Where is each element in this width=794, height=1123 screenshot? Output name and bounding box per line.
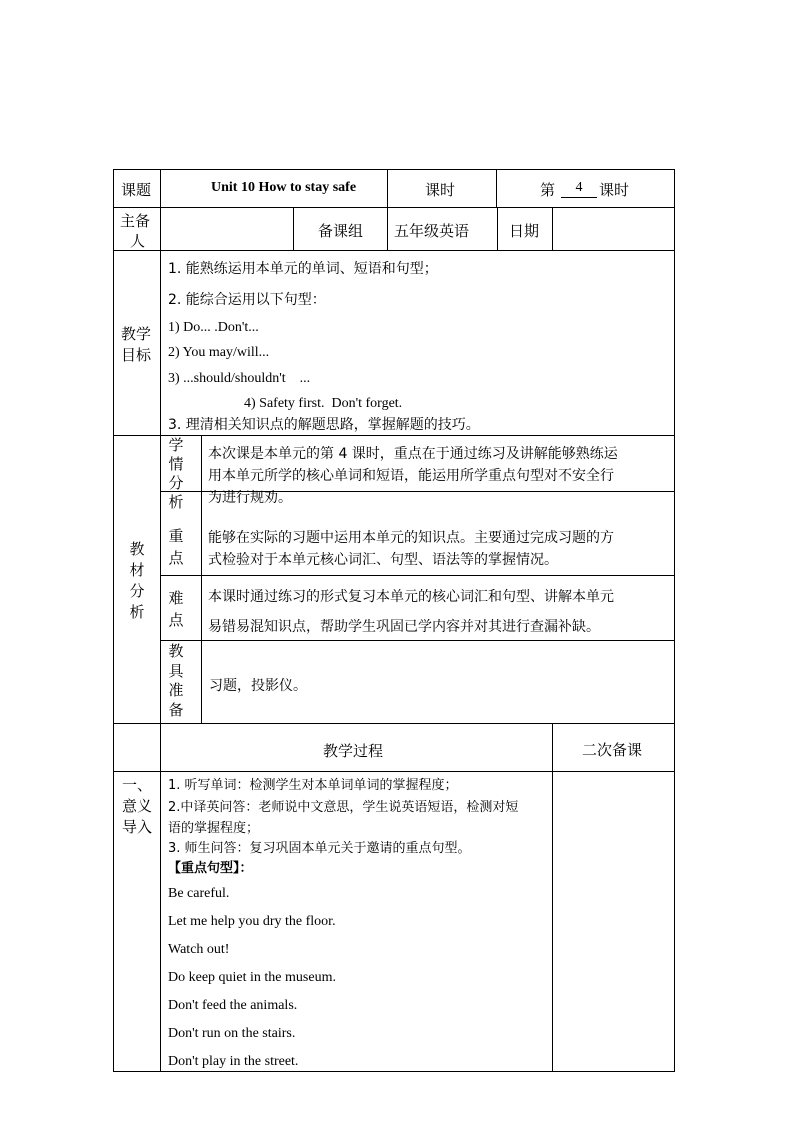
pattern-4: 4) Safety first. Don't forget.: [244, 396, 403, 411]
date-label: 日期: [509, 222, 540, 240]
step-2a: 2.中译英问答：老师说中文意思，学生说英语短语，检测对短: [168, 800, 519, 815]
pattern-2: 2) You may/will...: [168, 345, 270, 360]
group-value: 五年级英语: [394, 222, 470, 240]
pattern-1: 1) Do... .Don't...: [168, 320, 259, 335]
sentence-1: Be careful.: [168, 886, 230, 901]
preparer-label-1: 主备: [120, 212, 151, 230]
sentence-5: Don't feed the animals.: [168, 998, 298, 1013]
tools-label: 教 具 准 备: [168, 642, 184, 719]
period-prefix: 第: [540, 181, 556, 199]
tools-text: 习题，投影仪。: [209, 678, 307, 694]
sentence-3: Watch out!: [168, 942, 230, 957]
objective-item-1: 1. 能熟练运用本单元的单词、短语和句型；: [168, 261, 438, 277]
objective-item-3: 3. 理清相关知识点的解题思路，掌握解题的技巧。: [168, 417, 480, 433]
section-intro-label: 一、 意义 导入: [121, 776, 152, 836]
period-suffix: 课时: [599, 181, 630, 199]
analysis-label: 教 材 分 析: [129, 540, 145, 621]
period-label: 课时: [425, 181, 456, 199]
sentence-2: Let me help you dry the floor.: [168, 914, 336, 929]
preparer-label-2: 人: [130, 232, 146, 250]
second-prep-title: 二次备课: [582, 741, 643, 759]
step-2b: 语的掌握程度；: [168, 821, 260, 836]
situation-text: 本次课是本单元的第 4 课时，重点在于通过练习及讲解能够熟练运 用本单元所学的核心单词和短语，能运用所学重点句型对不安全行 为进行规劝。: [208, 446, 618, 506]
step-1: 1. 听写单词：检测学生对本单词单词的掌握程度；: [168, 778, 458, 793]
objective-item-2: 2. 能综合运用以下句型：: [168, 292, 326, 308]
key-text: 能够在实际的习题中运用本单元的知识点。主要通过完成习题的方 式检验对于本单元核心词汇、句型、语法等的掌握情况。: [208, 530, 614, 568]
topic-value: Unit 10 How to stay safe: [211, 180, 357, 195]
key-label: 重 点: [168, 527, 184, 567]
objectives-label-1: 教学: [121, 325, 152, 343]
situation-label: 学 情 分 析: [168, 436, 184, 511]
objectives-label-2: 目标: [121, 346, 152, 364]
sentence-6: Don't run on the stairs.: [168, 1026, 296, 1041]
pattern-3: 3) ...should/shouldn't ...: [168, 371, 311, 386]
key-sentences-title: 【重点句型】：: [168, 861, 253, 876]
sentence-4: Do keep quiet in the museum.: [168, 970, 336, 985]
difficulty-text: 本课时通过练习的形式复习本单元的核心词汇和句型、讲解本单元 易错易混知识点，帮助学生巩固已学内容并对其进行查漏补缺。: [208, 589, 614, 635]
step-3: 3. 师生问答：复习巩固本单元关于邀请的重点句型。: [168, 841, 471, 856]
difficulty-label: 难 点: [168, 589, 184, 629]
period-number: 4: [561, 179, 597, 198]
process-title: 教学过程: [323, 742, 384, 760]
sentence-7: Don't play in the street.: [168, 1054, 299, 1069]
topic-label: 课题: [121, 181, 152, 199]
group-label: 备课组: [318, 222, 364, 240]
